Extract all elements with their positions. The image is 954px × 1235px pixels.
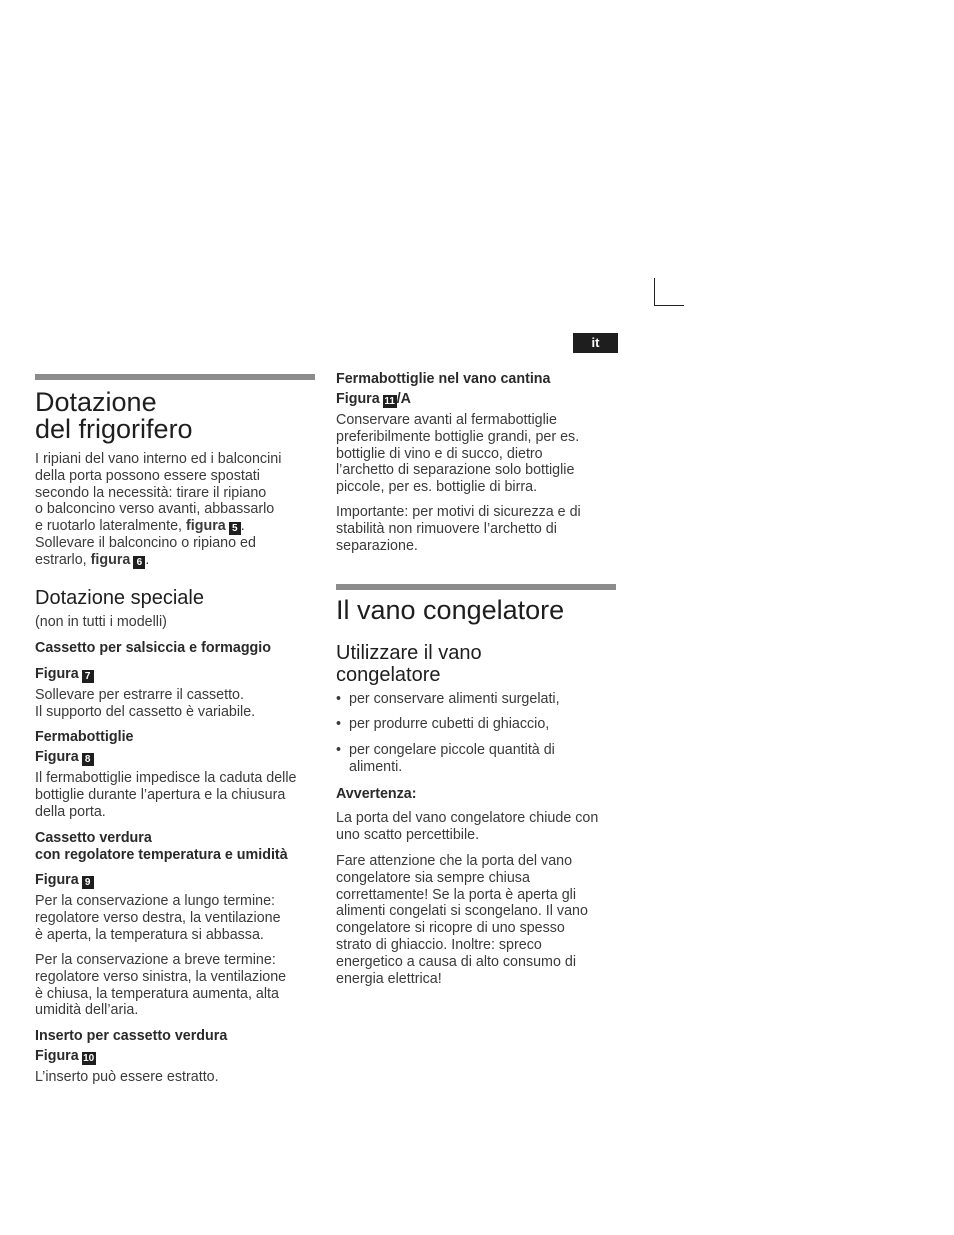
item-text: Il fermabottiglie impedisce la caduta delle bottiglie durante l’apertura e la chiusura della porta. xyxy=(35,770,297,820)
figure-number-badge: 6 xyxy=(133,556,145,569)
item-text: Sollevare per estrarre il cassetto. Il supporto del cassetto è variabile. xyxy=(35,687,256,720)
item-text: Per la conservazione a breve termine: regolatore verso sinistra, la ventilazione è chiusa, la temperatura aumenta, alta umidità dell’aria. xyxy=(35,952,287,1019)
intro-text-b: . Sollevare il balconcino o ripiano ed estrarlo, xyxy=(35,518,256,568)
figure-number-badge: 7 xyxy=(82,670,94,683)
subsection-title: Dotazione speciale xyxy=(35,587,204,609)
usage-list xyxy=(336,691,621,775)
item-text: L’inserto può essere estratto. xyxy=(35,1069,219,1085)
figure-reference xyxy=(35,1048,96,1065)
bullet-icon: • xyxy=(336,691,342,707)
warning-text: La porta del vano congelatore chiude con uno scatto percettibile. xyxy=(336,810,599,843)
item-heading: Fermabottiglie xyxy=(35,729,134,745)
figure-label: figura xyxy=(186,518,226,535)
figure-label: Figura xyxy=(35,666,79,682)
section-rule xyxy=(35,374,315,380)
figure-label: figura xyxy=(90,551,131,568)
bullet-icon: • xyxy=(336,716,342,733)
item-heading: Cassetto per salsiccia e formaggio xyxy=(35,640,271,656)
figure-number-badge: 9 xyxy=(82,876,94,889)
warning-heading: Avvertenza: xyxy=(336,786,417,802)
item-heading: Fermabottiglie nel vano cantina xyxy=(336,371,551,387)
section-title: Dotazione del frigorifero xyxy=(35,387,193,444)
crop-mark-vertical xyxy=(654,278,655,306)
list-item xyxy=(336,742,621,776)
figure-label: Figura xyxy=(35,872,79,888)
figure-reference xyxy=(336,391,411,408)
list-item-text: per produrre cubetti di ghiaccio, xyxy=(349,716,550,733)
figure-number-badge: 8 xyxy=(82,753,94,766)
item-heading: Inserto per cassetto verdura xyxy=(35,1028,228,1044)
list-item xyxy=(336,691,621,708)
intro-text-c: . xyxy=(145,551,150,568)
subsection-title: Utilizzare il vano congelatore xyxy=(336,642,482,686)
figure-number-badge: 11 xyxy=(384,396,395,407)
crop-mark-horizontal xyxy=(654,305,684,306)
intro-paragraph xyxy=(35,451,320,569)
bullet-icon: • xyxy=(336,741,342,758)
list-item-text: per congelare piccole quantità di alimenti. xyxy=(349,741,555,775)
item-text: Importante: per motivi di sicurezza e di stabilità non rimuovere l’archetto di separazione. xyxy=(336,504,581,554)
figure-number-badge: 5 xyxy=(229,522,241,535)
figure-reference xyxy=(35,666,94,683)
figure-label: Figura xyxy=(336,391,380,407)
figure-suffix: /A xyxy=(396,391,411,407)
language-tab: it xyxy=(573,333,618,353)
figure-reference xyxy=(35,872,94,889)
item-heading: Cassetto verdura con regolatore temperatura e umidità xyxy=(35,830,288,863)
figure-number-badge: 10 xyxy=(83,1053,95,1064)
section-rule xyxy=(336,584,616,590)
figure-label: Figura xyxy=(35,1048,79,1064)
warning-text: Fare attenzione che la porta del vano congelatore sia sempre chiusa correttamente! Se la porta è aperta gli alimenti congelati si scongelano. Il vano congelatore si ricopre di uno spesso strato di ghiaccio. Inoltre: spreco energetico a causa di alto consumo di energia elettrica! xyxy=(336,853,588,987)
list-item xyxy=(336,716,621,733)
special-note: (non in tutti i modelli) xyxy=(35,614,167,630)
intro-text-a: I ripiani del vano interno ed i balconcini della porta possono essere spostati secondo la necessità: tirare il ripiano o balconcino verso avanti, abbassarlo e ruotarlo lateralmente, xyxy=(35,451,282,535)
item-text: Conservare avanti al fermabottiglie preferibilmente bottiglie grandi, per es. bottiglie di vino e di succo, dietro l’archetto di separazione solo bottiglie piccole, per es. bottiglie di birra. xyxy=(336,412,580,496)
section-title: Il vano congelatore xyxy=(336,595,565,625)
list-item-text: per conservare alimenti surgelati, xyxy=(349,691,560,707)
figure-reference xyxy=(35,749,94,766)
item-text: Per la conservazione a lungo termine: regolatore verso destra, la ventilazione è aperta, la temperatura si abbassa. xyxy=(35,893,281,943)
figure-label: Figura xyxy=(35,749,79,765)
